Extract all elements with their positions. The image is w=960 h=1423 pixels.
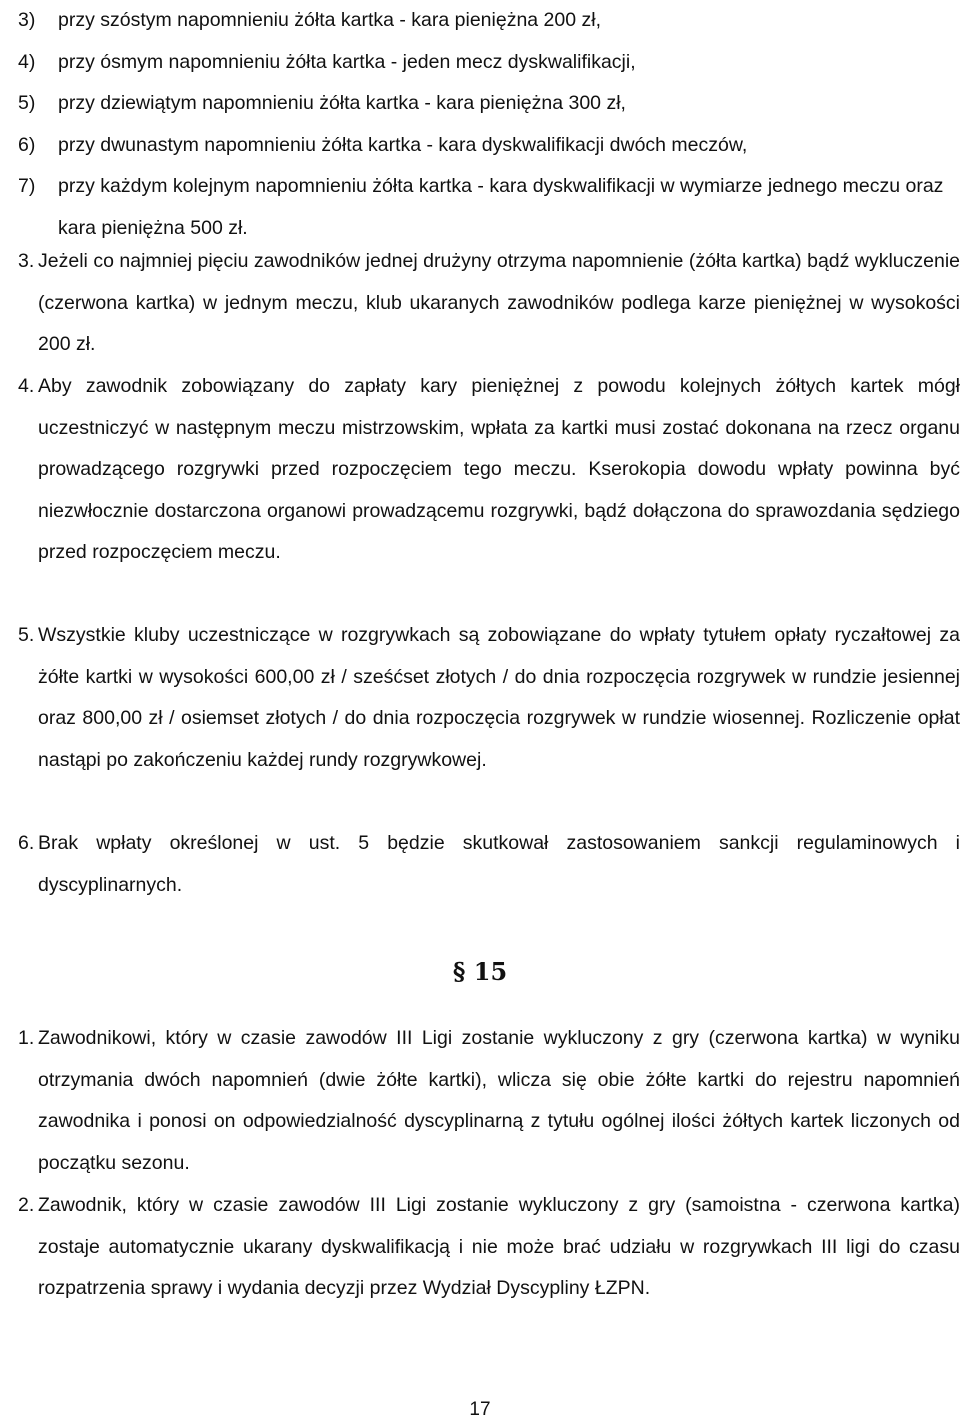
paragraph-number: 2. [18,1194,35,1216]
sub-list-number: 7) [18,175,36,198]
sub-list [0,0,960,250]
paragraph-number: 1. [18,1027,35,1049]
sub-list-item [0,42,960,84]
sub-list-number: 3) [18,9,36,31]
sub-list-number: 6) [18,133,36,156]
sub-list-text: przy ósmym napomnieniu żółta kartka - jeden mecz dyskwalifikacji, [58,50,636,73]
page-number: 17 [469,1399,491,1420]
section-heading: § 15 [452,957,508,986]
sub-list-item [0,125,960,167]
paragraph-text: Zawodnikowi, który w czasie zawodów III Ligi zostanie wykluczony z gry (czerwona kartka) w wyniku otrzymania dwóch napomnień (dwie żółte kartki), wlicza się obie żółte kartki do rejestru napomnień zawodnika i ponosi on odpowiedzialność dyscyplinarną z tytułu ogólnej ilości żółtych kartek liczonych od początku sezonu. [38,1027,960,1174]
paragraph-text: Aby zawodnik zobowiązany do zapłaty kary pieniężnej z powodu kolejnych żółtych kartek mógł uczestniczyć w następnym meczu mistrzowskim, wpłata za kartki musi zostać dokonana na rzecz organu prowadzącego rozgrywki przed rozpoczęciem tego meczu. Kserokopia dowodu wpłaty powinna być niezwłocznie dostarczona organowi prowadzącemu rozgrywki, bądź dołączona do sprawozdania sędziego przed rozpoczęciem meczu. [38,375,960,564]
sub-list-text: przy dwunastym napomnieniu żółta kartka - kara dyskwalifikacji dwóch meczów, [58,133,748,156]
sub-list-text: przy dziewiątym napomnieniu żółta kartka - kara pieniężna 300 zł, [58,92,626,115]
paragraph-5 [0,615,960,781]
paragraph-text: Jeżeli co najmniej pięciu zawodników jednej drużyny otrzyma napomnienie (żółta kartka) bądź wykluczenie (czerwona kartka) w jednym meczu, klub ukaranych zawodników podlega karze pieniężnej w wysokości 200 zł. [38,250,960,356]
paragraph-text: Wszystkie kluby uczestniczące w rozgrywkach są zobowiązane do wpłaty tytułem opłaty ryczałtowej za żółte kartki w wysokości 600,00 zł / sześćset złotych / do dnia rozpoczęcia rozgrywek w rundzie jesiennej oraz 800,00 zł / osiemset złotych / do dnia rozpoczęcia rozgrywek w rundzie wiosennej. Rozliczenie opłat nastąpi po zakończeniu każdej rundy rozgrywkowej. [38,624,960,771]
sub-list-item [0,166,960,249]
paragraph-number: 4. [18,375,35,397]
paragraph-number: 3. [18,250,35,272]
sub-list-number: 5) [18,92,36,115]
sub-list-item [0,83,960,125]
sub-list-number: 4) [18,50,36,73]
sub-list-text: przy szóstym napomnieniu żółta kartka - kara pieniężna 200 zł, [58,9,602,31]
paragraph-6 [0,823,960,906]
paragraph-4 [0,366,960,574]
section-paragraph-1 [0,1018,960,1184]
paragraph-number: 5. [18,624,35,646]
section-paragraph-2 [0,1185,960,1310]
paragraph-number: 6. [18,832,35,854]
paragraph-text: Brak wpłaty określonej w ust. 5 będzie skutkował zastosowaniem sankcji regulaminowych i dyscyplinarnych. [38,832,960,896]
sub-list-item [0,0,960,42]
paragraph-text: Zawodnik, który w czasie zawodów III Ligi zostanie wykluczony z gry (samoistna - czerwona kartka) zostaje automatycznie ukarany dyskwalifikacją i nie może brać udziału w rozgrywkach III ligi do czasu rozpatrzenia sprawy i wydania decyzji przez Wydział Dyscypliny ŁZPN. [38,1194,960,1300]
sub-list-text: przy każdym kolejnym napomnieniu żółta kartka - kara dyskwalifikacji w wymiarze jednego meczu oraz kara pieniężna 500 zł. [58,175,944,239]
paragraph-3 [0,241,960,366]
